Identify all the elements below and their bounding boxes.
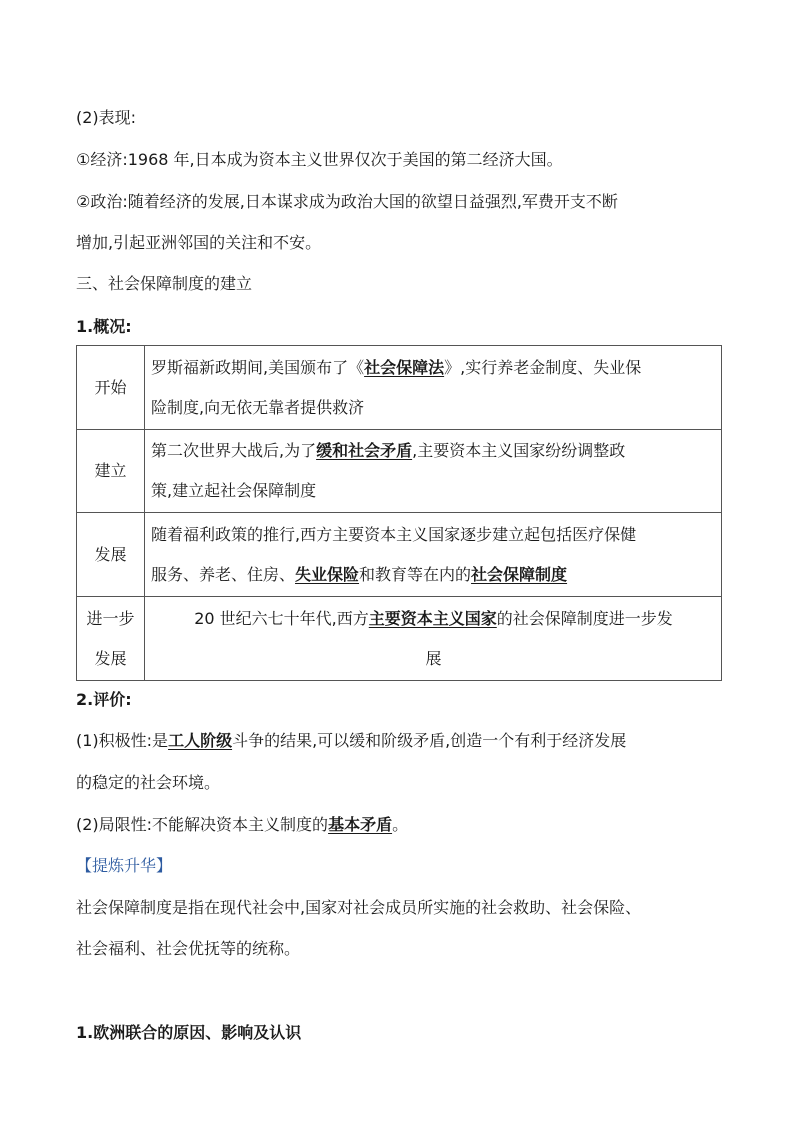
- table-row: [77, 430, 722, 513]
- table-row: [77, 597, 722, 681]
- row-content: 20 世纪六七十年代,西方主要资本主义国家的社会保障制度进一步发 展: [145, 597, 722, 681]
- limitation-line: (2)局限性:不能解决资本主义制度的基本矛盾。: [76, 815, 409, 834]
- refine-tag: 【提炼升华】: [76, 856, 173, 875]
- row-content: 第二次世界大战后,为了缓和社会矛盾,主要资本主义国家纷纷调整政 策,建立起社会保障制度: [145, 430, 722, 513]
- refine-line-2: 社会福利、社会优抚等的统称。: [76, 939, 301, 958]
- key-term: 社会保障法: [364, 357, 445, 377]
- politics-line-1: ②政治:随着经济的发展,日本谋求成为政治大国的欲望日益强烈,军费开支不断: [76, 192, 618, 211]
- positive-line-2: 的稳定的社会环境。: [76, 773, 221, 792]
- performance-heading: (2)表现:: [76, 108, 137, 127]
- row-content: 随着福利政策的推行,西方主要资本主义国家逐步建立起包括医疗保健 服务、养老、住房、失业保险和教育等在内的社会保障制度: [145, 513, 722, 597]
- table-row: [77, 513, 722, 597]
- key-term: 主要资本主义国家: [368, 608, 497, 628]
- row-label: 建立: [77, 430, 145, 513]
- evaluation-heading: 2.评价:: [76, 690, 132, 709]
- positive-line-1: (1)积极性:是工人阶级斗争的结果,可以缓和阶级矛盾,创造一个有利于经济发展: [76, 731, 627, 750]
- key-term: 基本矛盾: [328, 815, 393, 834]
- politics-line-2: 增加,引起亚洲邻国的关注和不安。: [76, 233, 322, 252]
- key-term: 失业保险: [295, 564, 360, 584]
- section-title: 三、社会保障制度的建立: [76, 274, 253, 293]
- key-term: 缓和社会矛盾: [316, 441, 413, 460]
- social-security-table: [76, 345, 722, 681]
- table-row: [77, 346, 722, 430]
- refine-line-1: 社会保障制度是指在现代社会中,国家对社会成员所实施的社会救助、社会保险、: [76, 898, 642, 917]
- economy-line: ①经济:1968 年,日本成为资本主义世界仅次于美国的第二经济大国。: [76, 150, 563, 169]
- overview-heading: 1.概况:: [76, 317, 132, 336]
- final-heading: 1.欧洲联合的原因、影响及认识: [76, 1023, 302, 1042]
- key-term: 社会保障制度: [471, 564, 568, 584]
- row-content: 罗斯福新政期间,美国颁布了《社会保障法》,实行养老金制度、失业保 险制度,向无依无靠者提供救济: [145, 346, 722, 430]
- row-label: 进一步 发展: [77, 597, 145, 681]
- key-term: 工人阶级: [168, 731, 233, 750]
- row-label: 开始: [77, 346, 145, 430]
- row-label: 发展: [77, 513, 145, 597]
